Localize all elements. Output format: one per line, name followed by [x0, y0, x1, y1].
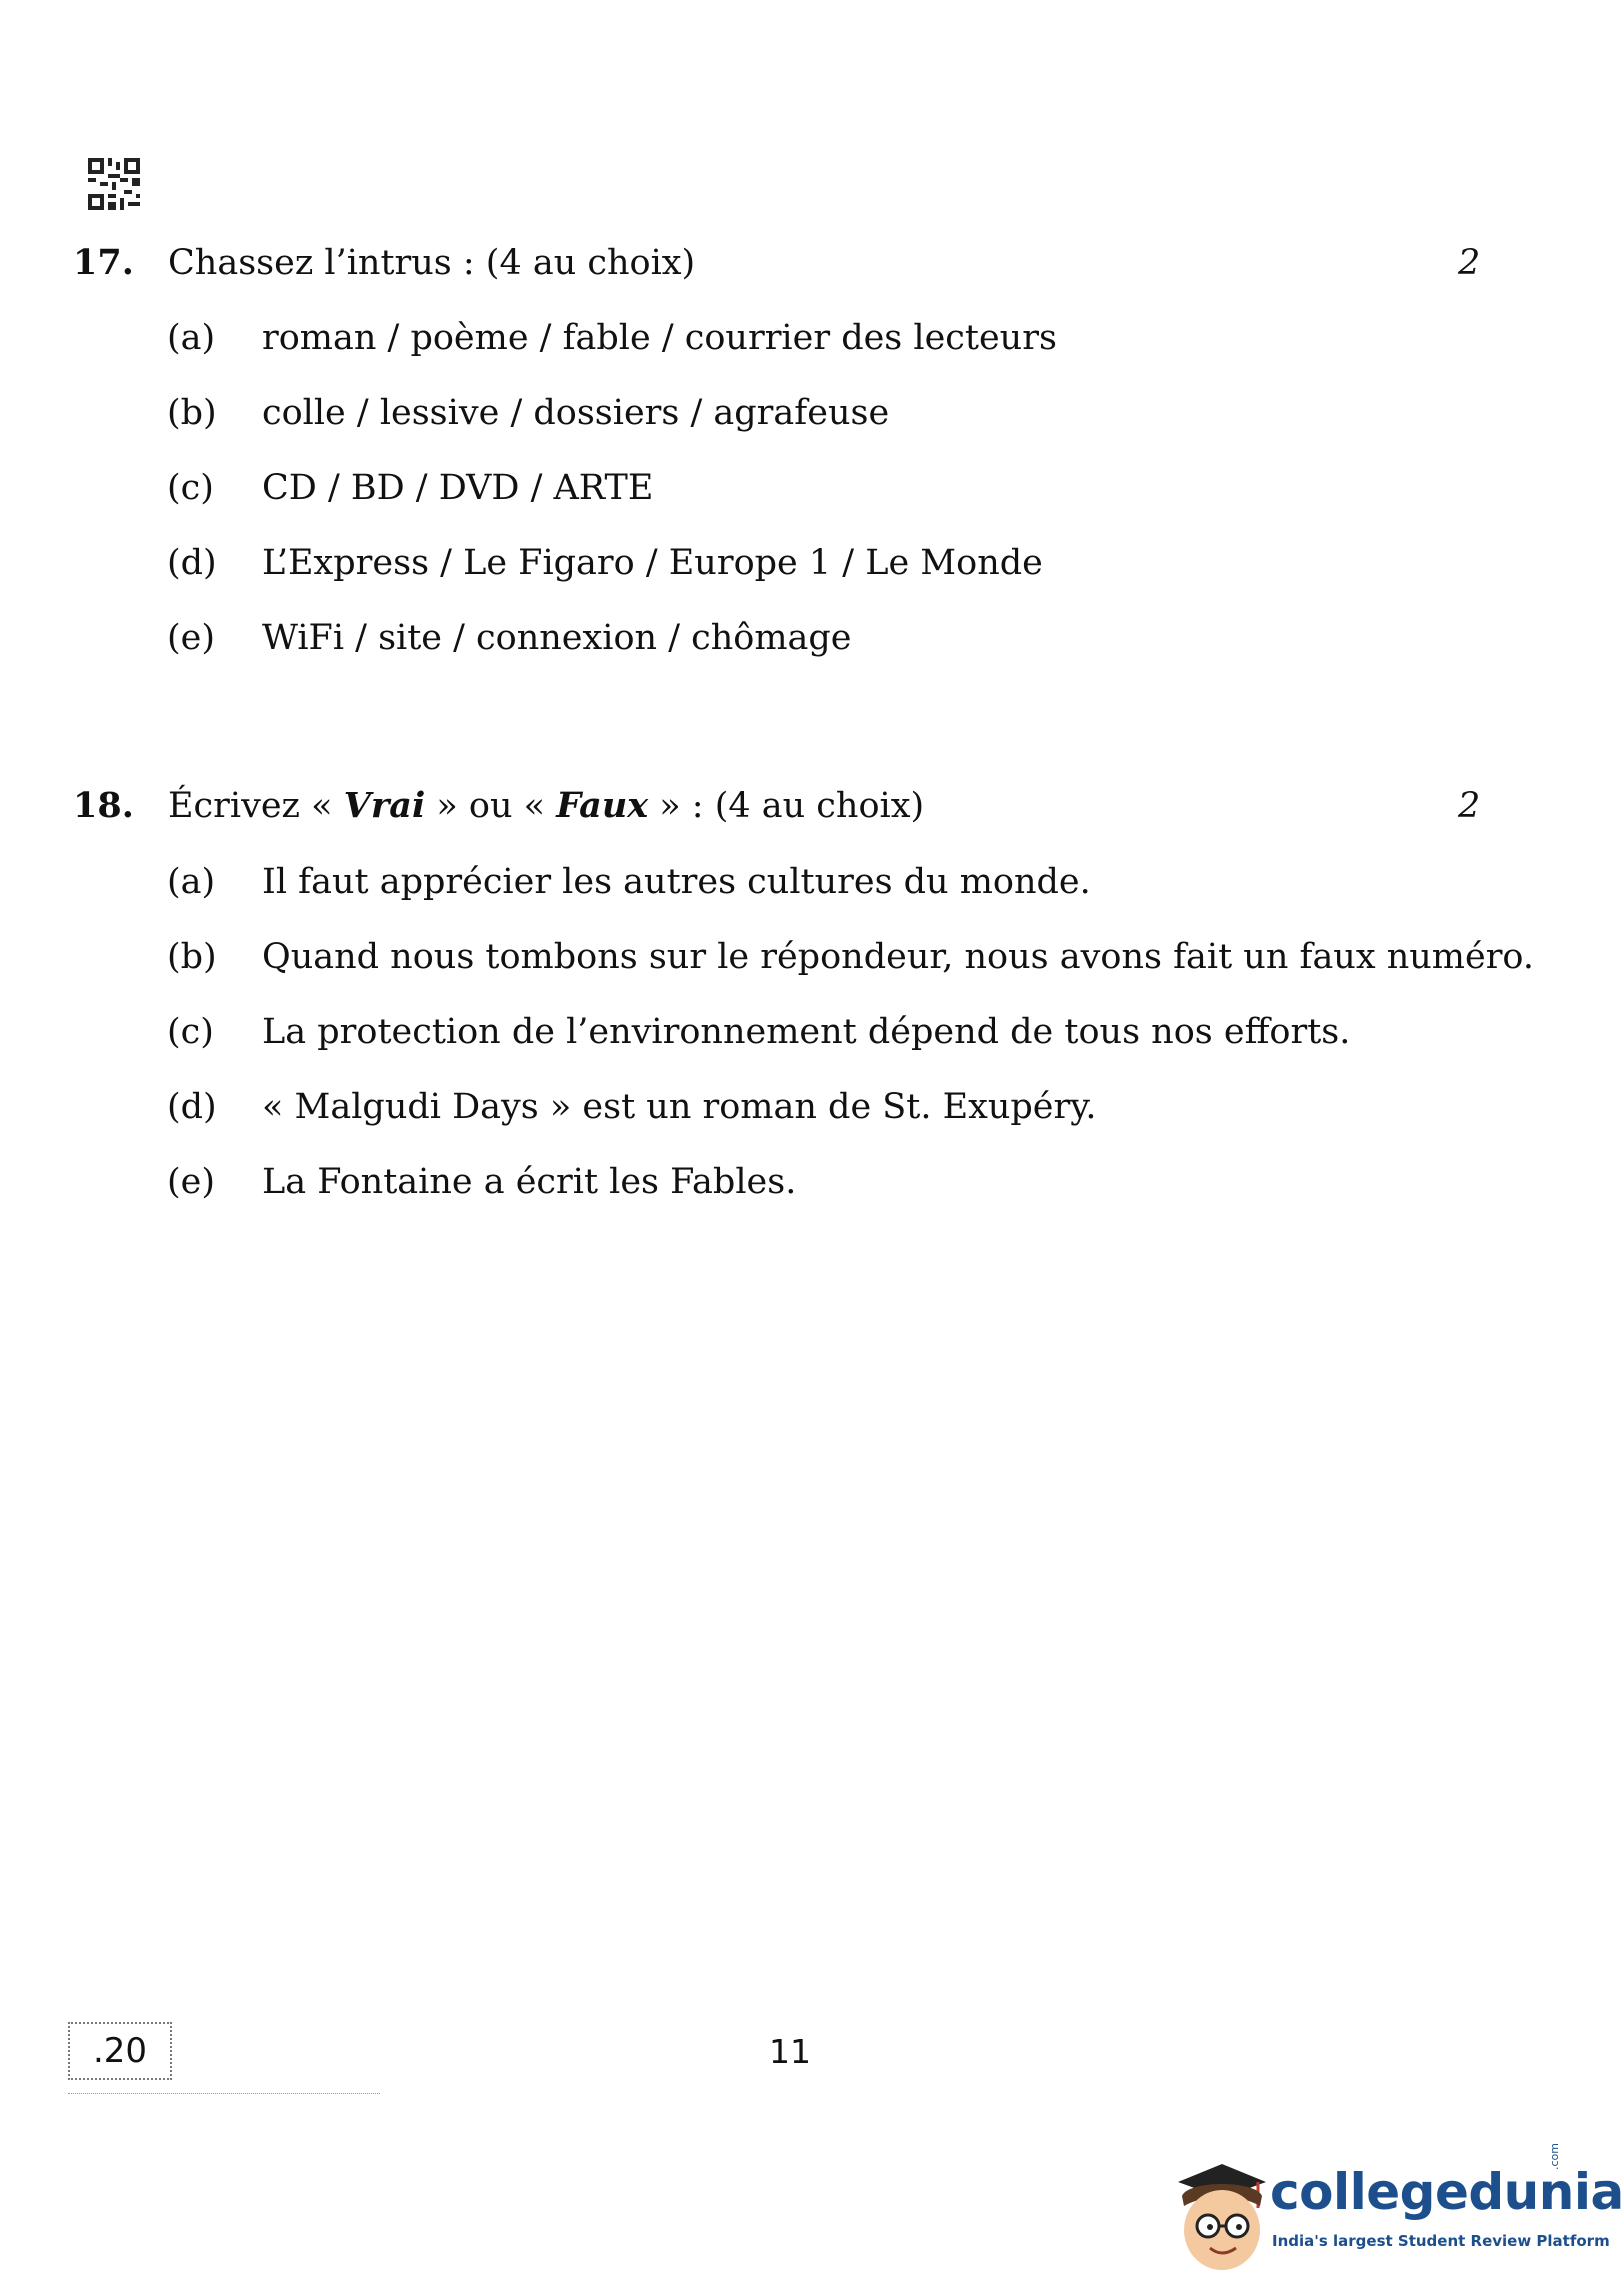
- option-text: CD / BD / DVD / ARTE: [262, 468, 654, 508]
- option-text: « Malgudi Days » est un roman de St. Exupéry.: [262, 1087, 1097, 1127]
- option-label: (d): [167, 1087, 217, 1127]
- prompt-end: » : (4 au choix): [648, 786, 925, 826]
- option-label: (d): [167, 543, 217, 583]
- brand-tagline: India's largest Student Review Platform: [1272, 2232, 1610, 2250]
- question-17-option-e: [0, 613, 1571, 663]
- prompt-false-word: Faux: [556, 785, 649, 826]
- question-18-option-b: [0, 932, 1571, 982]
- question-number: 18.: [73, 785, 134, 826]
- prompt-true-word: Vrai: [343, 785, 426, 826]
- option-label: (a): [167, 318, 216, 358]
- question-17-option-c: [0, 463, 1571, 513]
- question-prompt: [168, 781, 924, 831]
- footer-divider: [68, 2093, 380, 2094]
- page-number: 11: [769, 2032, 811, 2071]
- brand-name: collegedunia: [1270, 2163, 1624, 2221]
- question-18-option-a: [0, 857, 1571, 907]
- option-text: L’Express / Le Figaro / Europe 1 / Le Monde: [262, 543, 1043, 583]
- paper-code-box: .20: [68, 2022, 172, 2080]
- option-text: Il faut apprécier les autres cultures du monde.: [262, 862, 1091, 902]
- question-17-header: [0, 238, 1571, 288]
- question-17-option-a: [0, 313, 1571, 363]
- option-text: WiFi / site / connexion / chômage: [262, 618, 852, 658]
- option-text: roman / poème / fable / courrier des lecteurs: [262, 318, 1057, 358]
- prompt-mid: » ou «: [425, 786, 557, 826]
- question-marks: 2: [1458, 243, 1481, 283]
- brand-suffix: .com: [1548, 2143, 1561, 2170]
- option-label: (b): [167, 393, 217, 433]
- question-number: 17.: [73, 242, 134, 283]
- question-18-option-d: [0, 1082, 1571, 1132]
- question-marks: 2: [1458, 786, 1481, 826]
- question-17-option-b: [0, 388, 1571, 438]
- question-18-option-c: [0, 1007, 1571, 1057]
- option-label: (a): [167, 862, 216, 902]
- option-label: (e): [167, 618, 216, 658]
- prompt-start: Écrivez «: [168, 786, 344, 826]
- option-label: (c): [167, 468, 214, 508]
- question-18-option-e: [0, 1157, 1571, 1207]
- option-label: (c): [167, 1012, 214, 1052]
- option-text: colle / lessive / dossiers / agrafeuse: [262, 393, 890, 433]
- question-prompt: Chassez l’intrus : (4 au choix): [168, 243, 696, 283]
- option-label: (b): [167, 937, 217, 977]
- option-text: Quand nous tombons sur le répondeur, nous avons fait un faux numéro.: [262, 937, 1535, 977]
- question-18-header: [0, 781, 1571, 831]
- option-label: (e): [167, 1162, 216, 1202]
- qr-code-icon: [88, 158, 140, 210]
- question-17-option-d: [0, 538, 1571, 588]
- option-text: La protection de l’environnement dépend de tous nos efforts.: [262, 1012, 1351, 1052]
- option-text: La Fontaine a écrit les Fables.: [262, 1162, 797, 1202]
